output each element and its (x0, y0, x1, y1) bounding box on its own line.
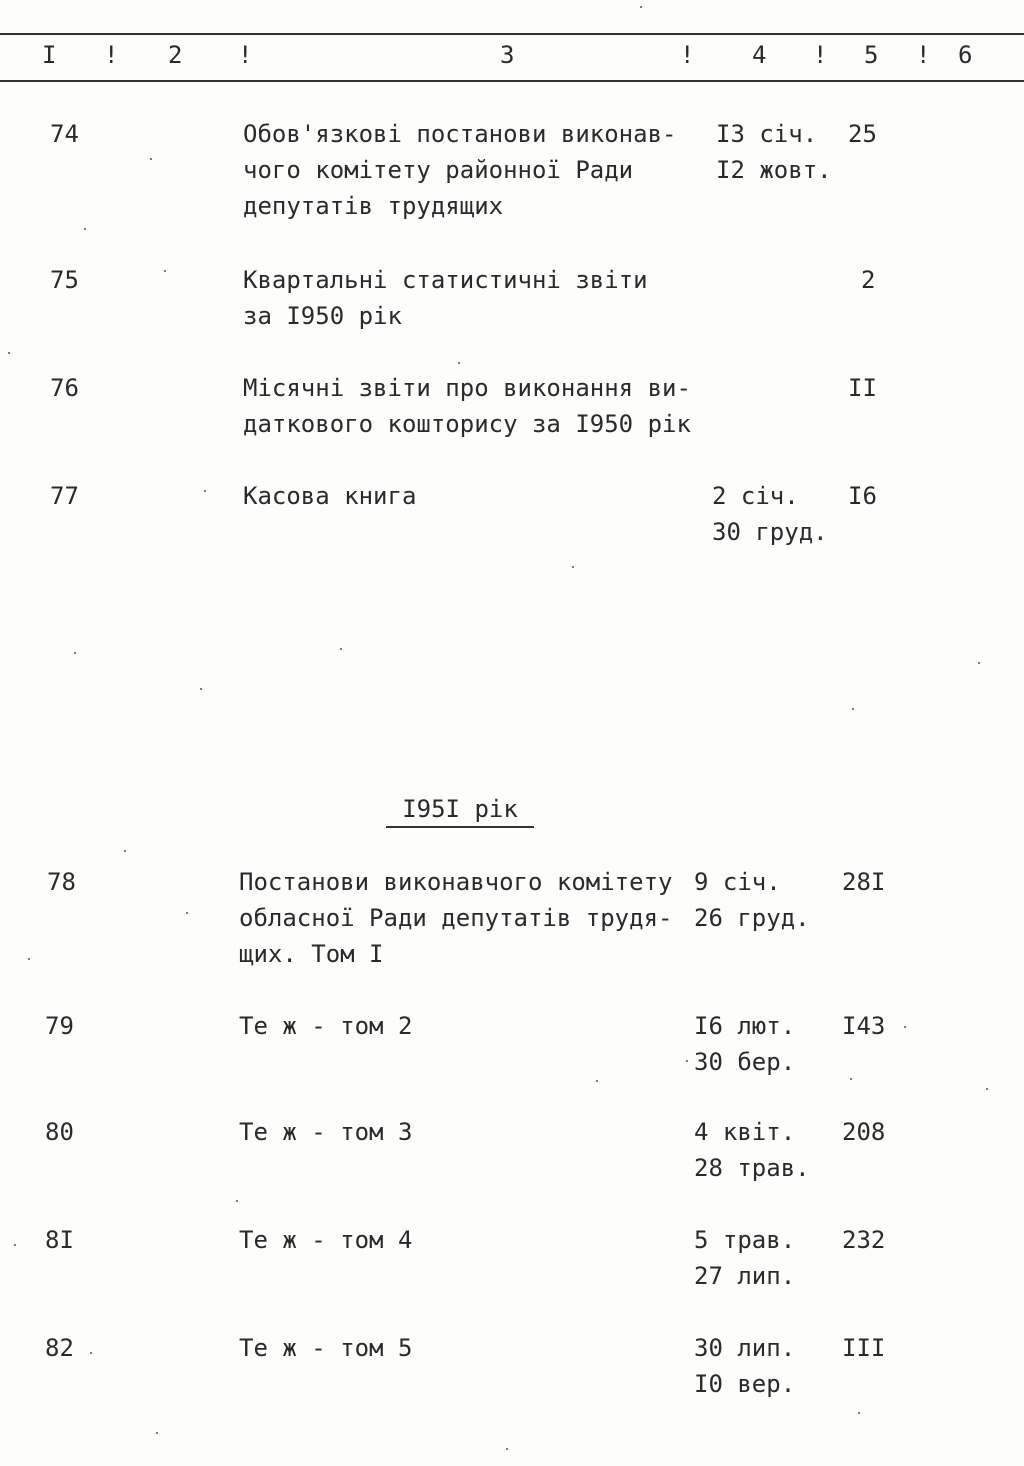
scan-speck (90, 1352, 92, 1354)
entry-number: 78 (47, 868, 76, 896)
column-header-6: 6 (958, 41, 973, 69)
entry-dates (694, 1114, 810, 1186)
entry-sheet-count: 232 (842, 1226, 886, 1254)
entry-title-line: чого комітету районної Ради (243, 156, 634, 184)
entry-title-line: Те ж - том 4 (239, 1226, 413, 1254)
scan-speck (186, 912, 188, 914)
entry-title-line: за I950 рік (243, 302, 402, 330)
column-separator: ! (238, 41, 253, 69)
entry-date-start: 4 квіт. (694, 1118, 796, 1146)
header-rule-bottom (0, 80, 1024, 82)
entry-title (239, 1330, 412, 1366)
year-heading: I95I рік (386, 792, 534, 828)
entry-number: 74 (50, 120, 79, 148)
entry-number: 76 (50, 374, 79, 402)
scan-speck (164, 270, 166, 272)
scan-speck (986, 1088, 988, 1090)
column-separator: ! (104, 41, 119, 69)
entry-title (243, 370, 691, 442)
entry-date-start: 5 трав. (694, 1226, 796, 1254)
entry-title-line: Постанови виконавчого комітету (239, 868, 673, 896)
entry-title (239, 1222, 412, 1258)
column-separator: ! (916, 41, 931, 69)
entry-date-start: 30 лип. (694, 1334, 796, 1362)
entry-title (243, 262, 648, 334)
scan-speck (200, 688, 202, 690)
entry-sheet-count: 25 (848, 120, 877, 148)
entry-title (243, 478, 416, 514)
column-separator: ! (813, 41, 828, 69)
entry-dates (694, 1222, 795, 1294)
column-header-5: 5 (864, 41, 879, 69)
column-header-4: 4 (752, 41, 767, 69)
scan-speck (686, 1060, 688, 1062)
scan-speck (340, 648, 342, 650)
entry-date-end: 26 груд. (694, 904, 810, 932)
entry-date-end: 27 лип. (694, 1262, 796, 1290)
entry-title-line: Касова книга (243, 482, 417, 510)
entry-sheet-count: I6 (848, 482, 877, 510)
column-header-2: 2 (168, 41, 183, 69)
entry-sheet-count: III (842, 1334, 886, 1362)
entry-date-end: 30 бер. (694, 1048, 796, 1076)
header-rule-top (0, 33, 1024, 35)
entry-dates (694, 864, 810, 936)
entry-number: 79 (45, 1012, 74, 1040)
scan-speck (8, 352, 10, 354)
entry-title-line: Обов'язкові постанови виконав- (243, 120, 677, 148)
scan-speck (978, 662, 980, 664)
entry-date-start: I6 лют. (694, 1012, 796, 1040)
entry-sheet-count: 2 (861, 266, 876, 294)
scan-speck (852, 708, 854, 710)
entry-title (239, 1114, 412, 1150)
entry-title-line: щих. Том I (239, 940, 384, 968)
entry-title (239, 1008, 412, 1044)
entry-date-start: 2 січ. (712, 482, 799, 510)
column-header-3: 3 (500, 41, 515, 69)
entry-sheet-count: II (848, 374, 877, 402)
entry-number: 80 (45, 1118, 74, 1146)
entry-date-end: 30 груд. (712, 518, 828, 546)
scan-speck (84, 228, 86, 230)
column-header-1: I (42, 41, 57, 69)
scan-speck (150, 158, 152, 160)
entry-date-start: 9 січ. (694, 868, 781, 896)
entry-title-line: Те ж - том 5 (239, 1334, 413, 1362)
entry-title (243, 116, 676, 224)
entry-title-line: даткового кошторису за I950 рік (243, 410, 691, 438)
scan-speck (858, 1412, 860, 1414)
scan-speck (156, 1432, 158, 1434)
scan-speck (640, 6, 642, 8)
scan-speck (124, 850, 126, 852)
entry-number: 77 (50, 482, 79, 510)
entry-number: 75 (50, 266, 79, 294)
entry-title-line: депутатів трудящих (243, 192, 504, 220)
scan-speck (28, 958, 30, 960)
entry-title-line: обласної Ради депутатів трудя- (239, 904, 673, 932)
entry-title-line: Те ж - том 2 (239, 1012, 413, 1040)
entry-sheet-count: I43 (842, 1012, 886, 1040)
scan-speck (458, 362, 460, 364)
entry-dates (716, 116, 832, 188)
scan-speck (596, 1080, 598, 1082)
entry-title-line: Квартальні статистичні звіти (243, 266, 648, 294)
entry-title-line: Місячні звіти про виконання ви- (243, 374, 691, 402)
scan-speck (236, 1200, 238, 1202)
entry-number: 82 (45, 1334, 74, 1362)
entry-dates (694, 1008, 795, 1080)
scan-speck (506, 1448, 508, 1450)
entry-date-end: I0 вер. (694, 1370, 796, 1398)
entry-date-end: 28 трав. (694, 1154, 810, 1182)
scan-speck (850, 1078, 852, 1080)
column-separator: ! (680, 41, 695, 69)
entry-dates (694, 1330, 795, 1402)
scan-speck (74, 652, 76, 654)
entry-title (239, 864, 672, 972)
scan-speck (14, 1244, 16, 1246)
entry-date-end: I2 жовт. (716, 156, 832, 184)
scan-speck (904, 1026, 906, 1028)
entry-title-line: Те ж - том 3 (239, 1118, 413, 1146)
scan-speck (572, 566, 574, 568)
scan-speck (204, 490, 206, 492)
entry-number: 8I (45, 1226, 74, 1254)
entry-dates (712, 478, 828, 550)
entry-sheet-count: 28I (842, 868, 886, 896)
entry-sheet-count: 208 (842, 1118, 886, 1146)
entry-date-start: I3 січ. (716, 120, 818, 148)
